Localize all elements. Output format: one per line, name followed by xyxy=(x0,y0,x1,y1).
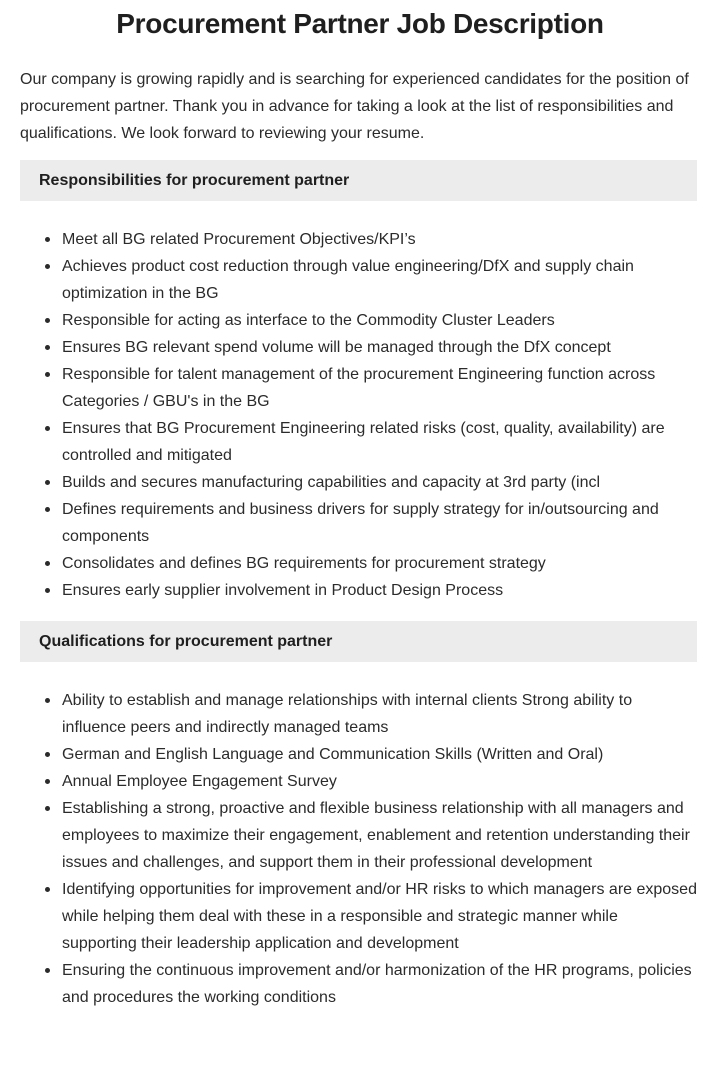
intro-paragraph: Our company is growing rapidly and is searching for experienced candidates for the position of procurement partner. Thank you in advance for taking a look at the list of responsibilities and qualifications. We look forward to reviewing your resume. xyxy=(20,71,689,142)
section-header-qualifications xyxy=(20,621,697,662)
section-heading-text: Qualifications for procurement partner xyxy=(39,632,333,650)
list-item: Ability to establish and manage relationships with internal clients Strong ability to influence peers and indirectly managed teams xyxy=(62,687,697,741)
list-item: Identifying opportunities for improvement and/or HR risks to which managers are exposed while helping them deal with these in a responsible and strategic manner while supporting their leadership application and development xyxy=(62,876,697,957)
list-item: Builds and secures manufacturing capabilities and capacity at 3rd party (incl xyxy=(62,469,697,496)
list-item: Meet all BG related Procurement Objectives/KPI’s xyxy=(62,226,697,253)
qualifications-list xyxy=(20,687,697,1011)
list-item: Responsible for talent management of the procurement Engineering function across Categories / GBU's in the BG xyxy=(62,361,697,415)
list-item: Ensuring the continuous improvement and/or harmonization of the HR programs, policies and procedures the working conditions xyxy=(62,957,697,1011)
list-item: German and English Language and Communication Skills (Written and Oral) xyxy=(62,741,697,768)
list-item: Ensures that BG Procurement Engineering related risks (cost, quality, availability) are controlled and mitigated xyxy=(62,415,697,469)
list-item: Responsible for acting as interface to the Commodity Cluster Leaders xyxy=(62,307,697,334)
list-item: Defines requirements and business drivers for supply strategy for in/outsourcing and components xyxy=(62,496,697,550)
list-item: Consolidates and defines BG requirements for procurement strategy xyxy=(62,550,697,577)
list-item: Establishing a strong, proactive and flexible business relationship with all managers and employees to maximize their engagement, enablement and retention understanding their issues and challenges, and support them in their professional development xyxy=(62,795,697,876)
section-heading-text: Responsibilities for procurement partner xyxy=(39,171,350,189)
page-title: Procurement Partner Job Description xyxy=(116,8,604,39)
list-item: Ensures BG relevant spend volume will be managed through the DfX concept xyxy=(62,334,697,361)
list-item: Achieves product cost reduction through value engineering/DfX and supply chain optimization in the BG xyxy=(62,253,697,307)
responsibilities-list xyxy=(20,226,697,604)
list-item: Ensures early supplier involvement in Product Design Process xyxy=(62,577,697,604)
section-header-responsibilities xyxy=(20,160,697,201)
list-item: Annual Employee Engagement Survey xyxy=(62,768,697,795)
